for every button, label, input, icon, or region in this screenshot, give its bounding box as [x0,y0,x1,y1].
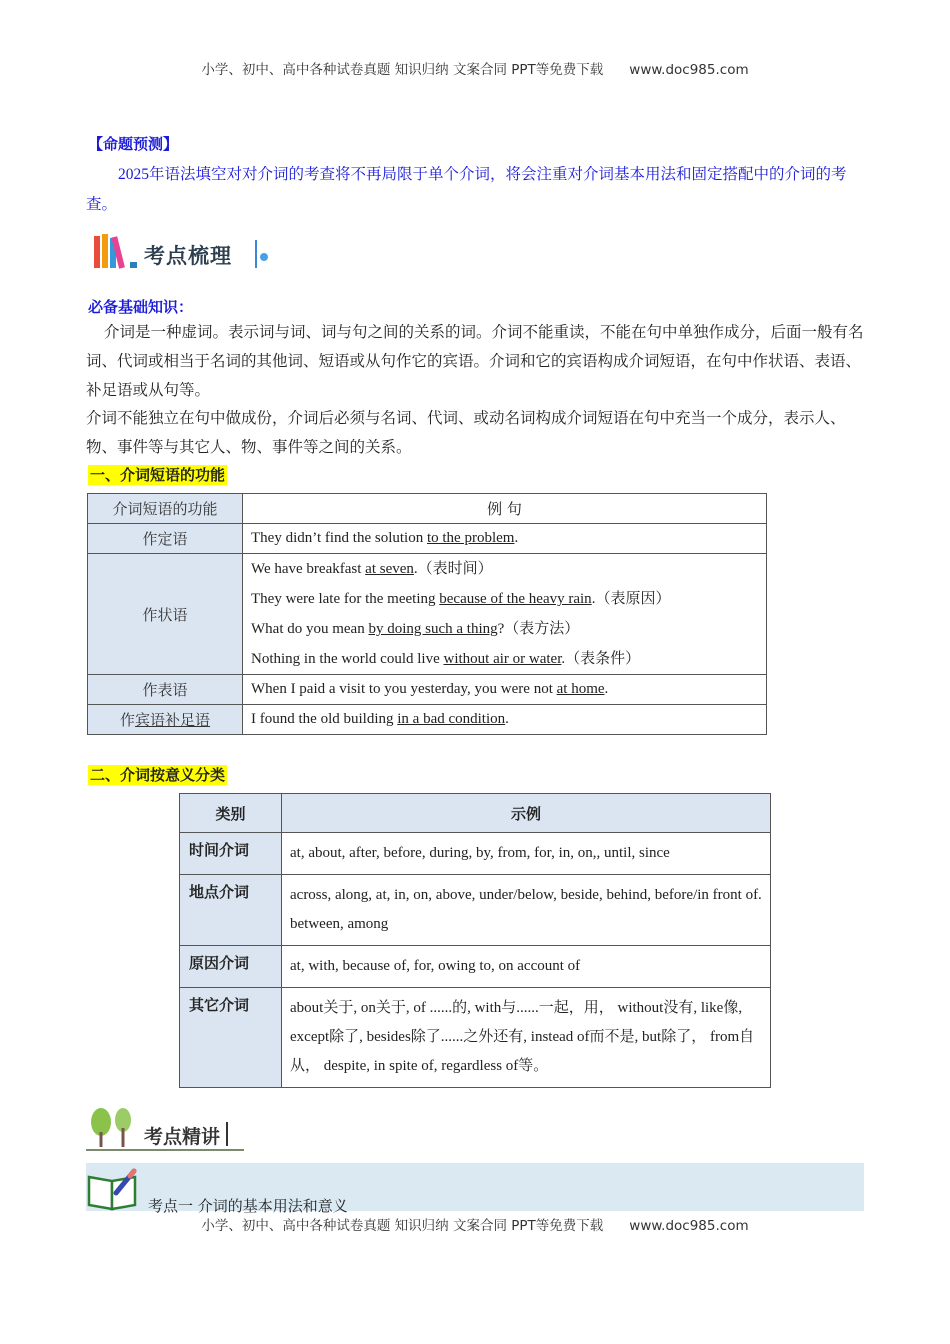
section-banner-kaodian-jingjiang [86,1106,248,1154]
banner-title: 考点精讲 [144,1126,221,1148]
table-row [88,524,767,554]
category-examples: about关于, on关于, of ......的, with与......一起，用， without没有, like像, except除了, besides除了......之外还有, instead of而不是, but除了， from自从， despite, in spite of, regardless of等。 [282,988,771,1088]
category-label: 其它介词 [180,988,282,1088]
basics-title: 必备基础知识： [88,298,194,316]
prediction-text: 2025年语法填空对对介词的考查将不再局限于单个介词，将会注重对介词基本用法和固定搭配中的介词的考查。 [86,166,847,213]
table-row [180,946,771,988]
example-cell: When I paid a visit to you yesterday, you were not at home. [243,675,767,705]
function-label: 作定语 [88,524,243,554]
category-examples: across, along, at, in, on, above, under/below, beside, behind, before/in front of. between, among [282,875,771,946]
table-row [88,705,767,735]
category-examples: at, with, because of, for, owing to, on account of [282,946,771,988]
banner-cursor-bar [255,240,257,268]
kaodian-title: 考点一 介词的基本用法和意义 [148,1197,348,1215]
table-row [180,988,771,1088]
prep-category-table [179,793,771,1088]
header-function: 介词短语的功能 [88,494,243,524]
header-example: 例 句 [243,494,767,524]
page-footer [0,1214,950,1234]
table-header-row [180,794,771,833]
table-row [180,875,771,946]
header-url[interactable]: www.doc985.com [629,62,749,78]
section2-title: 二、介词按意义分类 [90,766,226,784]
example-cell: I found the old building in a bad condition. [243,705,767,735]
banner-title: 考点梳理 [144,244,232,268]
table-row [88,554,767,675]
basics-paragraph-2: 介词不能独立在句中做成份，介词后必须与名词、代词、或动名词构成介词短语在句中充当一个成分，表示人、物、事件等与其它人、物、事件等之间的关系。 [86,410,846,456]
header-text: 小学、初中、高中各种试卷真题 知识归纳 文案合同 PPT等免费下载 [201,62,604,78]
header-examples: 示例 [282,794,771,833]
example-cell: They didn’t find the solution to the problem. [243,524,767,554]
basics-paragraph-1: 介词是一种虚词。表示词与词、词与句之间的关系的词。介词不能重读，不能在句中单独作成分，后面一般有名词、代词或相当于名词的其他词、短语或从句作它的宾语。介词和它的宾语构成介词短语，在句中作状语、表语、补足语或从句等。 [86,324,864,399]
section-banner-kaodian-shuli [92,230,272,272]
function-label: 作宾语补足语 [88,705,243,735]
prep-phrase-function-table [87,493,767,735]
table-row [88,675,767,705]
banner-underline [86,1149,244,1151]
category-label: 原因介词 [180,946,282,988]
page-header [0,58,950,78]
category-label: 时间介词 [180,833,282,875]
banner-dot [260,253,268,261]
section1-title: 一、介词短语的功能 [90,466,226,484]
kaodian-heading-box [86,1163,864,1215]
category-examples: at, about, after, before, during, by, from, for, in, on,, until, since [282,833,771,875]
example-cell: We have breakfast at seven.（表时间） They were late for the meeting because of the heavy rain.（表原因） What do you mean by doing such a thing?（表方法） Nothing in the world could live without air or water.（表条件） [243,554,767,675]
books-icon [92,232,142,270]
category-label: 地点介词 [180,875,282,946]
header-category: 类别 [180,794,282,833]
table-row [180,833,771,875]
notebook-pencil-icon [86,1163,142,1211]
function-label: 作表语 [88,675,243,705]
table-header-row [88,494,767,524]
footer-text: 小学、初中、高中各种试卷真题 知识归纳 文案合同 PPT等免费下载 [201,1218,604,1234]
banner-cursor-bar [226,1122,228,1146]
footer-url[interactable]: www.doc985.com [629,1218,749,1234]
prediction-tag: 【命题预测】 [88,135,179,153]
trees-icon [86,1106,138,1148]
function-label: 作状语 [88,554,243,675]
